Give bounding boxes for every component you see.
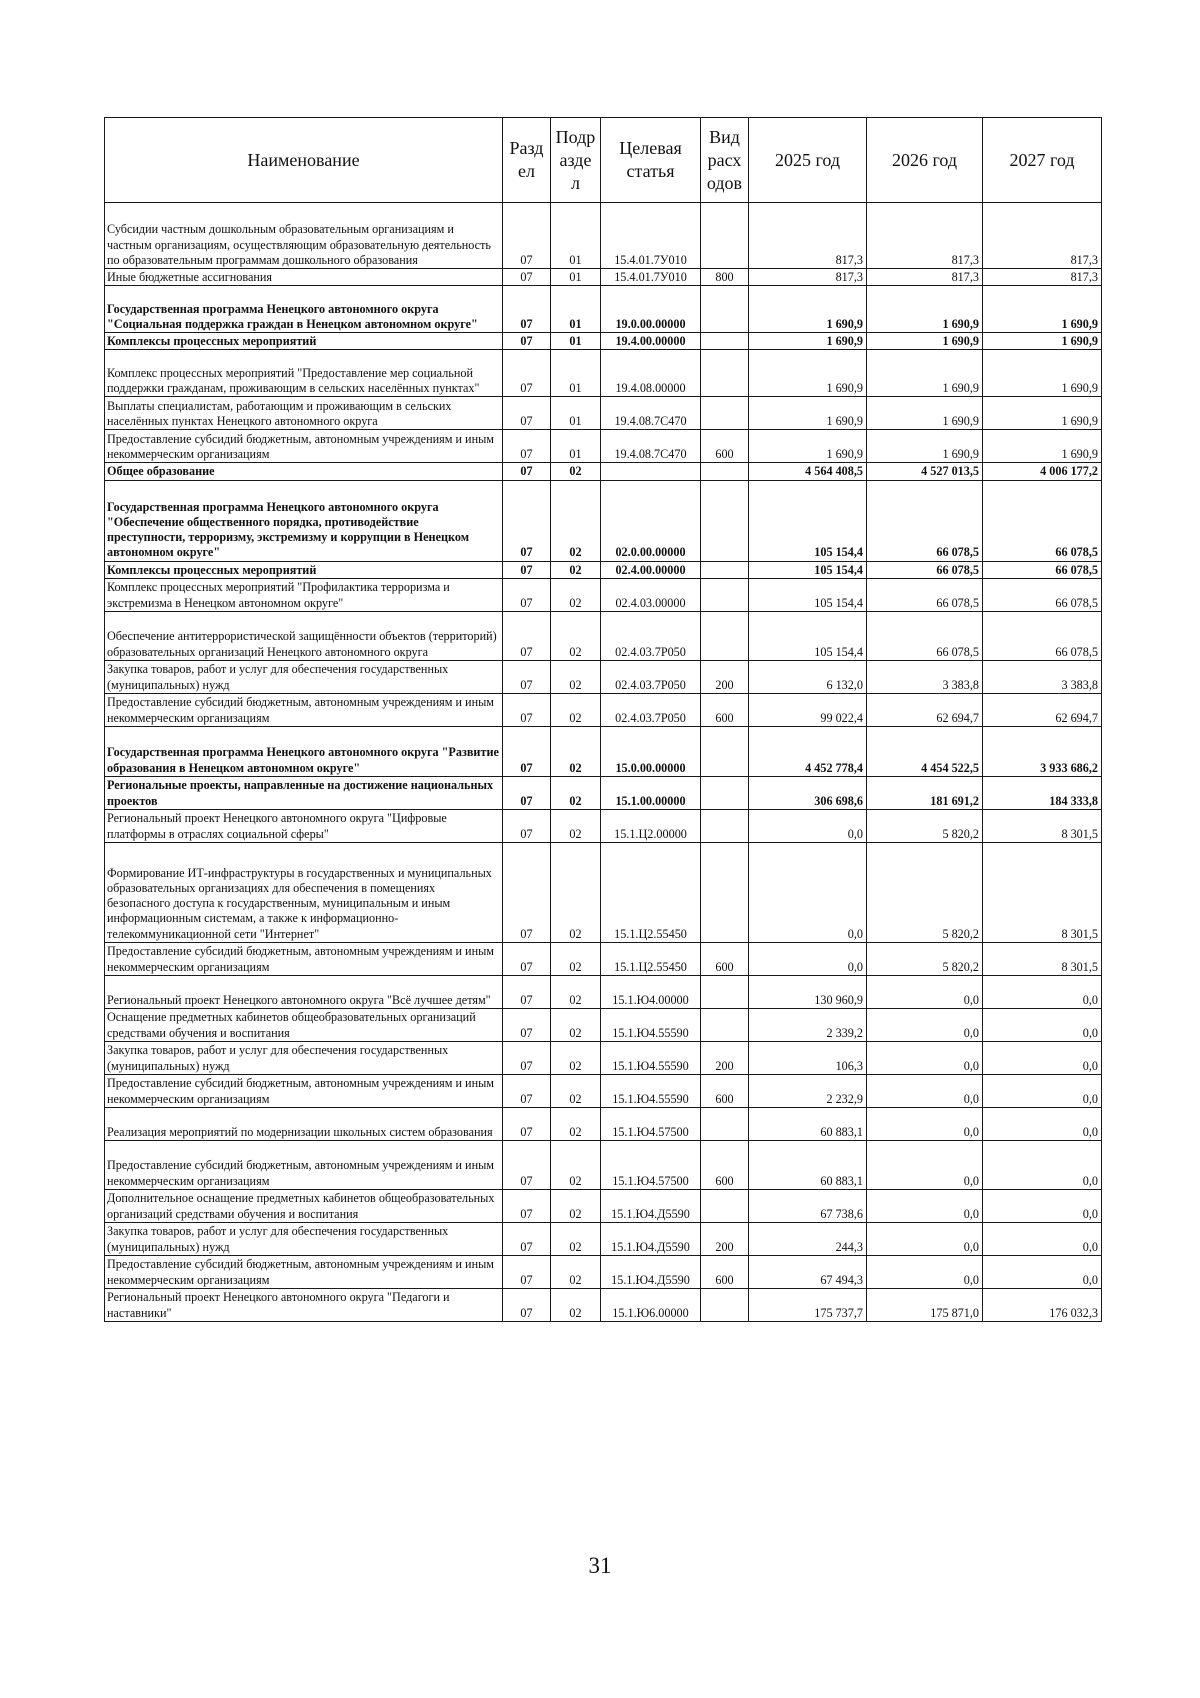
table-row xyxy=(105,693,1102,726)
cell-vid-rashodov xyxy=(701,463,749,480)
cell-razdel: 07 xyxy=(503,660,551,693)
cell-razdel: 07 xyxy=(503,1189,551,1222)
cell-2025: 1 690,9 xyxy=(749,286,867,333)
cell-2027: 0,0 xyxy=(983,1107,1102,1140)
cell-2026: 4 527 013,5 xyxy=(867,463,983,480)
cell-podrazdel: 02 xyxy=(551,809,601,842)
cell-celevaya-statya: 19.4.08.7С470 xyxy=(601,397,701,430)
cell-2026: 66 078,5 xyxy=(867,611,983,660)
cell-2027: 1 690,9 xyxy=(983,333,1102,350)
cell-2027: 0,0 xyxy=(983,1255,1102,1288)
table-row xyxy=(105,809,1102,842)
cell-2027: 1 690,9 xyxy=(983,286,1102,333)
cell-2025: 4 452 778,4 xyxy=(749,726,867,776)
cell-podrazdel: 02 xyxy=(551,975,601,1008)
cell-2025: 99 022,4 xyxy=(749,693,867,726)
cell-name: Региональные проекты, направленные на достижение национальных проектов xyxy=(105,776,503,809)
cell-name: Комплексы процессных мероприятий xyxy=(105,333,503,350)
cell-name: Закупка товаров, работ и услуг для обеспечения государственных (муниципальных) нужд xyxy=(105,660,503,693)
cell-2027: 3 933 686,2 xyxy=(983,726,1102,776)
cell-podrazdel: 02 xyxy=(551,1222,601,1255)
cell-vid-rashodov: 200 xyxy=(701,660,749,693)
cell-vid-rashodov xyxy=(701,578,749,611)
cell-celevaya-statya: 19.4.08.7С470 xyxy=(601,430,701,463)
cell-name: Региональный проект Ненецкого автономного округа "Педагоги и наставники" xyxy=(105,1288,503,1321)
cell-celevaya-statya xyxy=(601,463,701,480)
cell-2027: 8 301,5 xyxy=(983,809,1102,842)
cell-2025: 67 494,3 xyxy=(749,1255,867,1288)
cell-name: Комплексы процессных мероприятий xyxy=(105,561,503,578)
cell-2025: 105 154,4 xyxy=(749,561,867,578)
cell-2025: 0,0 xyxy=(749,942,867,975)
cell-name: Региональный проект Ненецкого автономного округа "Цифровые платформы в отраслях социальной сферы" xyxy=(105,809,503,842)
cell-2026: 1 690,9 xyxy=(867,350,983,397)
table-row xyxy=(105,333,1102,350)
cell-razdel: 07 xyxy=(503,975,551,1008)
table-row xyxy=(105,463,1102,480)
cell-razdel: 07 xyxy=(503,1288,551,1321)
cell-2026: 0,0 xyxy=(867,1074,983,1107)
cell-podrazdel: 02 xyxy=(551,1189,601,1222)
cell-razdel: 07 xyxy=(503,1140,551,1189)
cell-2027: 817,3 xyxy=(983,269,1102,286)
cell-razdel: 07 xyxy=(503,1008,551,1041)
cell-2025: 105 154,4 xyxy=(749,578,867,611)
cell-vid-rashodov: 600 xyxy=(701,1140,749,1189)
table-row xyxy=(105,480,1102,561)
cell-podrazdel: 02 xyxy=(551,578,601,611)
table-row xyxy=(105,1074,1102,1107)
cell-2025: 2 339,2 xyxy=(749,1008,867,1041)
cell-2027: 0,0 xyxy=(983,1041,1102,1074)
cell-celevaya-statya: 02.4.03.7Р050 xyxy=(601,660,701,693)
cell-2025: 4 564 408,5 xyxy=(749,463,867,480)
cell-podrazdel: 02 xyxy=(551,561,601,578)
cell-2026: 0,0 xyxy=(867,1140,983,1189)
cell-2027: 8 301,5 xyxy=(983,842,1102,942)
cell-celevaya-statya: 15.4.01.7У010 xyxy=(601,269,701,286)
cell-razdel: 07 xyxy=(503,726,551,776)
cell-2025: 817,3 xyxy=(749,269,867,286)
cell-2025: 306 698,6 xyxy=(749,776,867,809)
cell-razdel: 07 xyxy=(503,430,551,463)
cell-podrazdel: 01 xyxy=(551,350,601,397)
cell-razdel: 07 xyxy=(503,397,551,430)
table-row xyxy=(105,975,1102,1008)
cell-podrazdel: 02 xyxy=(551,1008,601,1041)
table-row xyxy=(105,1189,1102,1222)
cell-vid-rashodov xyxy=(701,1189,749,1222)
cell-podrazdel: 02 xyxy=(551,611,601,660)
cell-razdel: 07 xyxy=(503,578,551,611)
table-header-row xyxy=(105,118,1102,203)
cell-podrazdel: 02 xyxy=(551,842,601,942)
cell-name: Государственная программа Ненецкого автономного округа "Обеспечение общественного порядка, противодействие преступности, терроризму, экстремизму и коррупции в Ненецком автономном округе" xyxy=(105,480,503,561)
cell-2027: 8 301,5 xyxy=(983,942,1102,975)
table-row xyxy=(105,611,1102,660)
cell-2025: 0,0 xyxy=(749,842,867,942)
table-row xyxy=(105,1107,1102,1140)
table-row xyxy=(105,578,1102,611)
cell-vid-rashodov xyxy=(701,561,749,578)
cell-name: Комплекс процессных мероприятий "Предоставление мер социальной поддержки гражданам, проживающим в сельских населённых пунктах" xyxy=(105,350,503,397)
cell-podrazdel: 02 xyxy=(551,1074,601,1107)
cell-name: Общее образование xyxy=(105,463,503,480)
cell-name: Предоставление субсидий бюджетным, автономным учреждениям и иным некоммерческим организациям xyxy=(105,693,503,726)
cell-vid-rashodov xyxy=(701,480,749,561)
cell-name: Предоставление субсидий бюджетным, автономным учреждениям и иным некоммерческим организациям xyxy=(105,1140,503,1189)
cell-2026: 0,0 xyxy=(867,1008,983,1041)
table-row xyxy=(105,660,1102,693)
cell-celevaya-statya: 15.1.Ю4.55590 xyxy=(601,1041,701,1074)
cell-name: Предоставление субсидий бюджетным, автономным учреждениям и иным некоммерческим организациям xyxy=(105,1074,503,1107)
cell-celevaya-statya: 15.4.01.7У010 xyxy=(601,203,701,269)
cell-podrazdel: 02 xyxy=(551,942,601,975)
cell-name: Иные бюджетные ассигнования xyxy=(105,269,503,286)
cell-2027: 176 032,3 xyxy=(983,1288,1102,1321)
cell-celevaya-statya: 15.1.Ю4.57500 xyxy=(601,1140,701,1189)
cell-vid-rashodov: 200 xyxy=(701,1222,749,1255)
cell-2025: 105 154,4 xyxy=(749,611,867,660)
cell-2026: 0,0 xyxy=(867,1255,983,1288)
cell-razdel: 07 xyxy=(503,269,551,286)
cell-2026: 66 078,5 xyxy=(867,480,983,561)
header-2026: 2026 год xyxy=(867,118,983,203)
cell-celevaya-statya: 15.1.Ю4.55590 xyxy=(601,1074,701,1107)
cell-vid-rashodov xyxy=(701,842,749,942)
cell-2027: 0,0 xyxy=(983,1140,1102,1189)
cell-celevaya-statya: 15.1.Ю4.57500 xyxy=(601,1107,701,1140)
table-row xyxy=(105,203,1102,269)
cell-razdel: 07 xyxy=(503,809,551,842)
cell-name: Государственная программа Ненецкого автономного округа "Социальная поддержка граждан в Ненецком автономном округе" xyxy=(105,286,503,333)
cell-name: Предоставление субсидий бюджетным, автономным учреждениям и иным некоммерческим организациям xyxy=(105,942,503,975)
cell-razdel: 07 xyxy=(503,1074,551,1107)
header-vid-rashodov: Вид расх одов xyxy=(701,118,749,203)
cell-2025: 1 690,9 xyxy=(749,430,867,463)
table-row xyxy=(105,726,1102,776)
cell-razdel: 07 xyxy=(503,463,551,480)
cell-razdel: 07 xyxy=(503,286,551,333)
cell-vid-rashodov xyxy=(701,203,749,269)
cell-2025: 244,3 xyxy=(749,1222,867,1255)
table-row xyxy=(105,350,1102,397)
cell-vid-rashodov xyxy=(701,611,749,660)
table-row xyxy=(105,942,1102,975)
cell-razdel: 07 xyxy=(503,842,551,942)
cell-celevaya-statya: 15.1.Ц2.55450 xyxy=(601,842,701,942)
cell-2027: 62 694,7 xyxy=(983,693,1102,726)
cell-2026: 1 690,9 xyxy=(867,430,983,463)
cell-2026: 66 078,5 xyxy=(867,561,983,578)
cell-name: Государственная программа Ненецкого автономного округа "Развитие образования в Ненецком автономном округе" xyxy=(105,726,503,776)
cell-razdel: 07 xyxy=(503,333,551,350)
cell-vid-rashodov xyxy=(701,809,749,842)
cell-vid-rashodov xyxy=(701,975,749,1008)
cell-celevaya-statya: 15.1.Ю6.00000 xyxy=(601,1288,701,1321)
cell-celevaya-statya: 15.0.00.00000 xyxy=(601,726,701,776)
cell-celevaya-statya: 15.1.00.00000 xyxy=(601,776,701,809)
cell-vid-rashodov: 800 xyxy=(701,269,749,286)
table-row xyxy=(105,430,1102,463)
cell-vid-rashodov: 600 xyxy=(701,693,749,726)
cell-razdel: 07 xyxy=(503,1041,551,1074)
cell-2026: 817,3 xyxy=(867,203,983,269)
cell-vid-rashodov: 600 xyxy=(701,942,749,975)
cell-celevaya-statya: 02.0.00.00000 xyxy=(601,480,701,561)
cell-vid-rashodov xyxy=(701,1008,749,1041)
cell-podrazdel: 02 xyxy=(551,726,601,776)
table-row xyxy=(105,1140,1102,1189)
cell-celevaya-statya: 15.1.Ю4.Д5590 xyxy=(601,1189,701,1222)
cell-podrazdel: 02 xyxy=(551,776,601,809)
cell-2025: 105 154,4 xyxy=(749,480,867,561)
cell-2025: 0,0 xyxy=(749,809,867,842)
cell-celevaya-statya: 15.1.Ц2.55450 xyxy=(601,942,701,975)
cell-podrazdel: 01 xyxy=(551,203,601,269)
cell-2026: 0,0 xyxy=(867,1107,983,1140)
header-name: Наименование xyxy=(105,118,503,203)
cell-2025: 60 883,1 xyxy=(749,1140,867,1189)
cell-celevaya-statya: 19.4.00.00000 xyxy=(601,333,701,350)
cell-vid-rashodov: 600 xyxy=(701,430,749,463)
cell-podrazdel: 01 xyxy=(551,333,601,350)
cell-podrazdel: 02 xyxy=(551,1140,601,1189)
cell-name: Предоставление субсидий бюджетным, автономным учреждениям и иным некоммерческим организациям xyxy=(105,430,503,463)
cell-2027: 1 690,9 xyxy=(983,350,1102,397)
cell-2025: 817,3 xyxy=(749,203,867,269)
cell-vid-rashodov: 600 xyxy=(701,1255,749,1288)
cell-celevaya-statya: 15.1.Ю4.Д5590 xyxy=(601,1222,701,1255)
cell-name: Закупка товаров, работ и услуг для обеспечения государственных (муниципальных) нужд xyxy=(105,1041,503,1074)
cell-vid-rashodov xyxy=(701,350,749,397)
cell-name: Предоставление субсидий бюджетным, автономным учреждениям и иным некоммерческим организациям xyxy=(105,1255,503,1288)
cell-name: Региональный проект Ненецкого автономного округа "Всё лучшее детям" xyxy=(105,975,503,1008)
cell-podrazdel: 01 xyxy=(551,397,601,430)
cell-2025: 67 738,6 xyxy=(749,1189,867,1222)
cell-2025: 1 690,9 xyxy=(749,397,867,430)
cell-name: Оснащение предметных кабинетов общеобразовательных организаций средствами обучения и воспитания xyxy=(105,1008,503,1041)
cell-2025: 106,3 xyxy=(749,1041,867,1074)
table-row xyxy=(105,561,1102,578)
cell-2027: 0,0 xyxy=(983,1074,1102,1107)
cell-name: Дополнительное оснащение предметных кабинетов общеобразовательных организаций средствами обучения и воспитания xyxy=(105,1189,503,1222)
cell-podrazdel: 02 xyxy=(551,660,601,693)
table-row xyxy=(105,397,1102,430)
cell-2026: 0,0 xyxy=(867,975,983,1008)
cell-2026: 4 454 522,5 xyxy=(867,726,983,776)
cell-2027: 66 078,5 xyxy=(983,561,1102,578)
cell-2025: 6 132,0 xyxy=(749,660,867,693)
cell-2026: 5 820,2 xyxy=(867,809,983,842)
cell-2025: 1 690,9 xyxy=(749,333,867,350)
cell-celevaya-statya: 15.1.Ю4.55590 xyxy=(601,1008,701,1041)
cell-razdel: 07 xyxy=(503,611,551,660)
cell-2027: 4 006 177,2 xyxy=(983,463,1102,480)
cell-2026: 0,0 xyxy=(867,1222,983,1255)
cell-2027: 0,0 xyxy=(983,1008,1102,1041)
cell-2026: 1 690,9 xyxy=(867,397,983,430)
cell-2027: 1 690,9 xyxy=(983,430,1102,463)
cell-podrazdel: 01 xyxy=(551,430,601,463)
table-row xyxy=(105,1288,1102,1321)
cell-celevaya-statya: 19.4.08.00000 xyxy=(601,350,701,397)
table-row xyxy=(105,1222,1102,1255)
cell-razdel: 07 xyxy=(503,561,551,578)
table-body xyxy=(105,203,1102,1322)
cell-vid-rashodov: 200 xyxy=(701,1041,749,1074)
cell-name: Комплекс процессных мероприятий "Профилактика терроризма и экстремизма в Ненецком автономном округе" xyxy=(105,578,503,611)
cell-vid-rashodov xyxy=(701,333,749,350)
budget-table xyxy=(104,117,1102,1322)
cell-2026: 1 690,9 xyxy=(867,286,983,333)
cell-2027: 0,0 xyxy=(983,1222,1102,1255)
cell-2026: 175 871,0 xyxy=(867,1288,983,1321)
cell-2026: 0,0 xyxy=(867,1041,983,1074)
cell-podrazdel: 02 xyxy=(551,480,601,561)
cell-vid-rashodov xyxy=(701,1107,749,1140)
header-razdel: Разд ел xyxy=(503,118,551,203)
cell-2027: 817,3 xyxy=(983,203,1102,269)
cell-razdel: 07 xyxy=(503,1222,551,1255)
table-row xyxy=(105,1041,1102,1074)
page-number: 31 xyxy=(588,1553,612,1578)
cell-podrazdel: 02 xyxy=(551,463,601,480)
cell-razdel: 07 xyxy=(503,1255,551,1288)
cell-podrazdel: 02 xyxy=(551,1255,601,1288)
cell-2027: 184 333,8 xyxy=(983,776,1102,809)
cell-name: Обеспечение антитеррористической защищённости объектов (территорий) образовательных организаций Ненецкого автономного округа xyxy=(105,611,503,660)
cell-2027: 0,0 xyxy=(983,1189,1102,1222)
cell-vid-rashodov xyxy=(701,286,749,333)
cell-name: Реализация мероприятий по модернизации школьных систем образования xyxy=(105,1107,503,1140)
cell-name: Субсидии частным дошкольным образовательным организациям и частным организациям, осуществляющим образовательную деятельность по образовательным программам дошкольного образования xyxy=(105,203,503,269)
cell-2025: 1 690,9 xyxy=(749,350,867,397)
header-celevaya-statya: Целевая статья xyxy=(601,118,701,203)
cell-razdel: 07 xyxy=(503,942,551,975)
cell-2025: 2 232,9 xyxy=(749,1074,867,1107)
cell-celevaya-statya: 15.1.Ю4.Д5590 xyxy=(601,1255,701,1288)
table-row xyxy=(105,776,1102,809)
table-row xyxy=(105,1255,1102,1288)
cell-celevaya-statya: 15.1.Ц2.00000 xyxy=(601,809,701,842)
cell-vid-rashodov xyxy=(701,397,749,430)
cell-2026: 5 820,2 xyxy=(867,942,983,975)
header-podrazdel: Подр азде л xyxy=(551,118,601,203)
cell-podrazdel: 01 xyxy=(551,286,601,333)
cell-2025: 60 883,1 xyxy=(749,1107,867,1140)
cell-celevaya-statya: 19.0.00.00000 xyxy=(601,286,701,333)
cell-2025: 130 960,9 xyxy=(749,975,867,1008)
cell-celevaya-statya: 15.1.Ю4.00000 xyxy=(601,975,701,1008)
cell-celevaya-statya: 02.4.03.00000 xyxy=(601,578,701,611)
cell-celevaya-statya: 02.4.03.7Р050 xyxy=(601,611,701,660)
cell-name: Выплаты специалистам, работающим и проживающим в сельских населённых пунктах Ненецкого автономного округа xyxy=(105,397,503,430)
cell-2027: 3 383,8 xyxy=(983,660,1102,693)
cell-2027: 66 078,5 xyxy=(983,578,1102,611)
header-2025: 2025 год xyxy=(749,118,867,203)
cell-podrazdel: 01 xyxy=(551,269,601,286)
cell-razdel: 07 xyxy=(503,480,551,561)
table-row xyxy=(105,269,1102,286)
cell-vid-rashodov xyxy=(701,726,749,776)
cell-2026: 0,0 xyxy=(867,1189,983,1222)
cell-2026: 5 820,2 xyxy=(867,842,983,942)
cell-2026: 3 383,8 xyxy=(867,660,983,693)
cell-vid-rashodov xyxy=(701,1288,749,1321)
cell-razdel: 07 xyxy=(503,776,551,809)
cell-2027: 66 078,5 xyxy=(983,480,1102,561)
cell-razdel: 07 xyxy=(503,350,551,397)
cell-2026: 817,3 xyxy=(867,269,983,286)
cell-name: Закупка товаров, работ и услуг для обеспечения государственных (муниципальных) нужд xyxy=(105,1222,503,1255)
cell-2027: 1 690,9 xyxy=(983,397,1102,430)
cell-vid-rashodov: 600 xyxy=(701,1074,749,1107)
cell-podrazdel: 02 xyxy=(551,1288,601,1321)
cell-name: Формирование ИТ-инфраструктуры в государственных и муниципальных образовательных организациях для обеспечения в помещениях безопасного доступа к государственным, муниципальным и иным информационным системам, а также к информационно-телекоммуникационной сети "Интернет" xyxy=(105,842,503,942)
cell-razdel: 07 xyxy=(503,1107,551,1140)
header-2027: 2027 год xyxy=(983,118,1102,203)
cell-2027: 0,0 xyxy=(983,975,1102,1008)
cell-celevaya-statya: 02.4.03.7Р050 xyxy=(601,693,701,726)
cell-2026: 66 078,5 xyxy=(867,578,983,611)
cell-podrazdel: 02 xyxy=(551,693,601,726)
cell-2025: 175 737,7 xyxy=(749,1288,867,1321)
cell-vid-rashodov xyxy=(701,776,749,809)
table-row xyxy=(105,1008,1102,1041)
cell-razdel: 07 xyxy=(503,203,551,269)
cell-celevaya-statya: 02.4.00.00000 xyxy=(601,561,701,578)
cell-2026: 181 691,2 xyxy=(867,776,983,809)
cell-2026: 62 694,7 xyxy=(867,693,983,726)
cell-razdel: 07 xyxy=(503,693,551,726)
table-row xyxy=(105,842,1102,942)
cell-2027: 66 078,5 xyxy=(983,611,1102,660)
table-row xyxy=(105,286,1102,333)
cell-podrazdel: 02 xyxy=(551,1107,601,1140)
cell-podrazdel: 02 xyxy=(551,1041,601,1074)
cell-2026: 1 690,9 xyxy=(867,333,983,350)
